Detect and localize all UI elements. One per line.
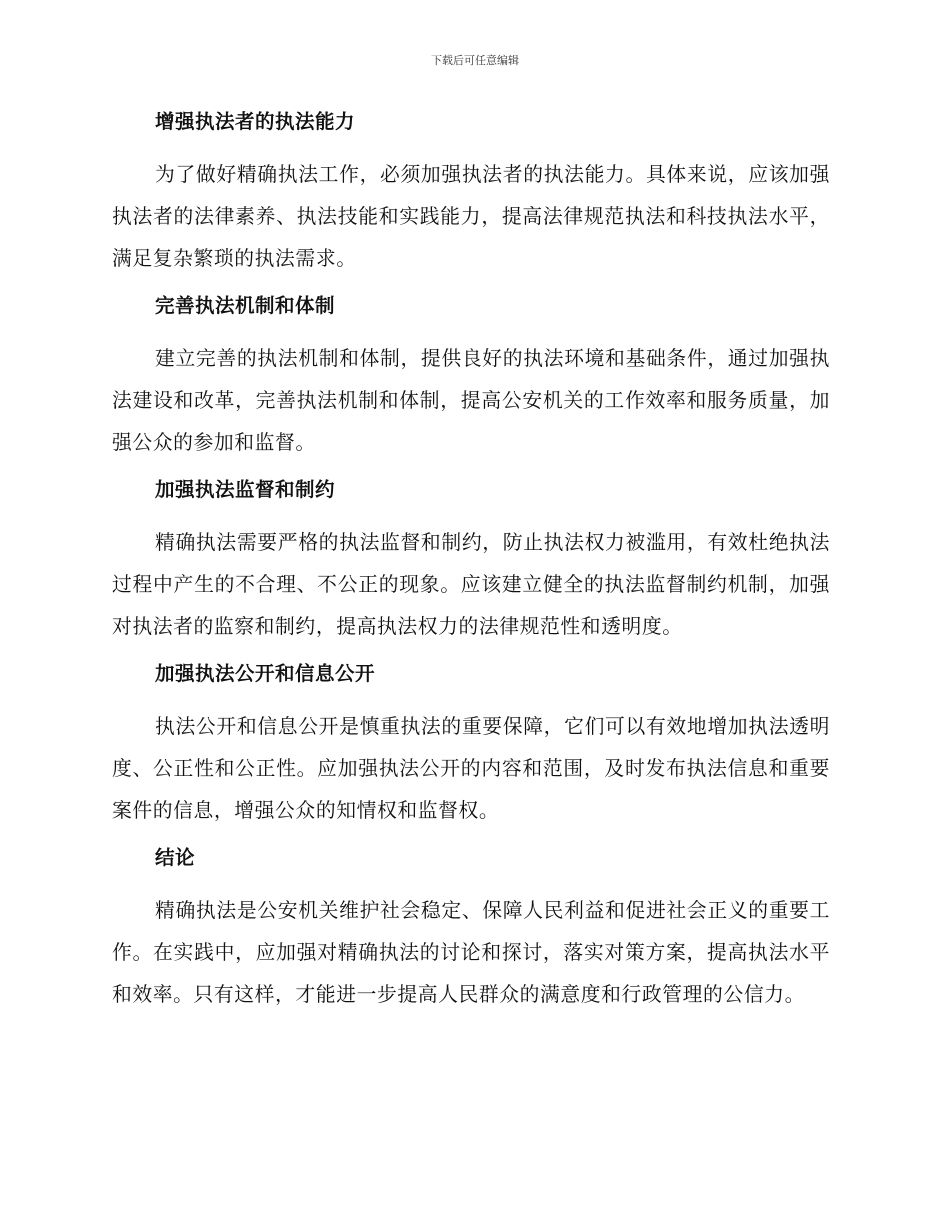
section-heading: 完善执法机制和体制 xyxy=(155,294,336,317)
section-heading: 结论 xyxy=(155,846,196,869)
section-heading: 加强执法公开和信息公开 xyxy=(155,662,376,685)
section-paragraph: 建立完善的执法机制和体制，提供良好的执法环境和基础条件，通过加强执法建设和改革，完善执法机制和体制，提高公安机关的工作效率和服务质量，加强公众的参加和监督。 xyxy=(112,347,830,454)
section-enforcer-capability xyxy=(112,108,830,280)
section-paragraph: 为了做好精确执法工作，必须加强执法者的执法能力。具体来说，应该加强执法者的法律素养、执法技能和实践能力，提高法律规范执法和科技执法水平，满足复杂繁琐的执法需求。 xyxy=(112,163,830,270)
section-heading: 加强执法监督和制约 xyxy=(155,478,336,501)
section-mechanism-system xyxy=(112,292,830,464)
section-supervision xyxy=(112,476,830,648)
page-header: 下载后可任意编辑 xyxy=(431,54,519,67)
section-conclusion xyxy=(112,844,830,1016)
section-paragraph: 执法公开和信息公开是慎重执法的重要保障，它们可以有效地增加执法透明度、公正性和公正性。应加强执法公开的内容和范围，及时发布执法信息和重要案件的信息，增强公众的知情权和监督权。 xyxy=(112,715,830,822)
document-body xyxy=(112,108,830,1028)
section-paragraph: 精确执法需要严格的执法监督和制约，防止执法权力被滥用，有效杜绝执法过程中产生的不合理、不公正的现象。应该建立健全的执法监督制约机制，加强对执法者的监察和制约，提高执法权力的法律规范性和透明度。 xyxy=(112,531,830,638)
section-paragraph: 精确执法是公安机关维护社会稳定、保障人民利益和促进社会正义的重要工作。在实践中，应加强对精确执法的讨论和探讨，落实对策方案，提高执法水平和效率。只有这样，才能进一步提高人民群众的满意度和行政管理的公信力。 xyxy=(112,899,830,1006)
section-heading: 增强执法者的执法能力 xyxy=(155,110,356,133)
section-openness xyxy=(112,660,830,832)
